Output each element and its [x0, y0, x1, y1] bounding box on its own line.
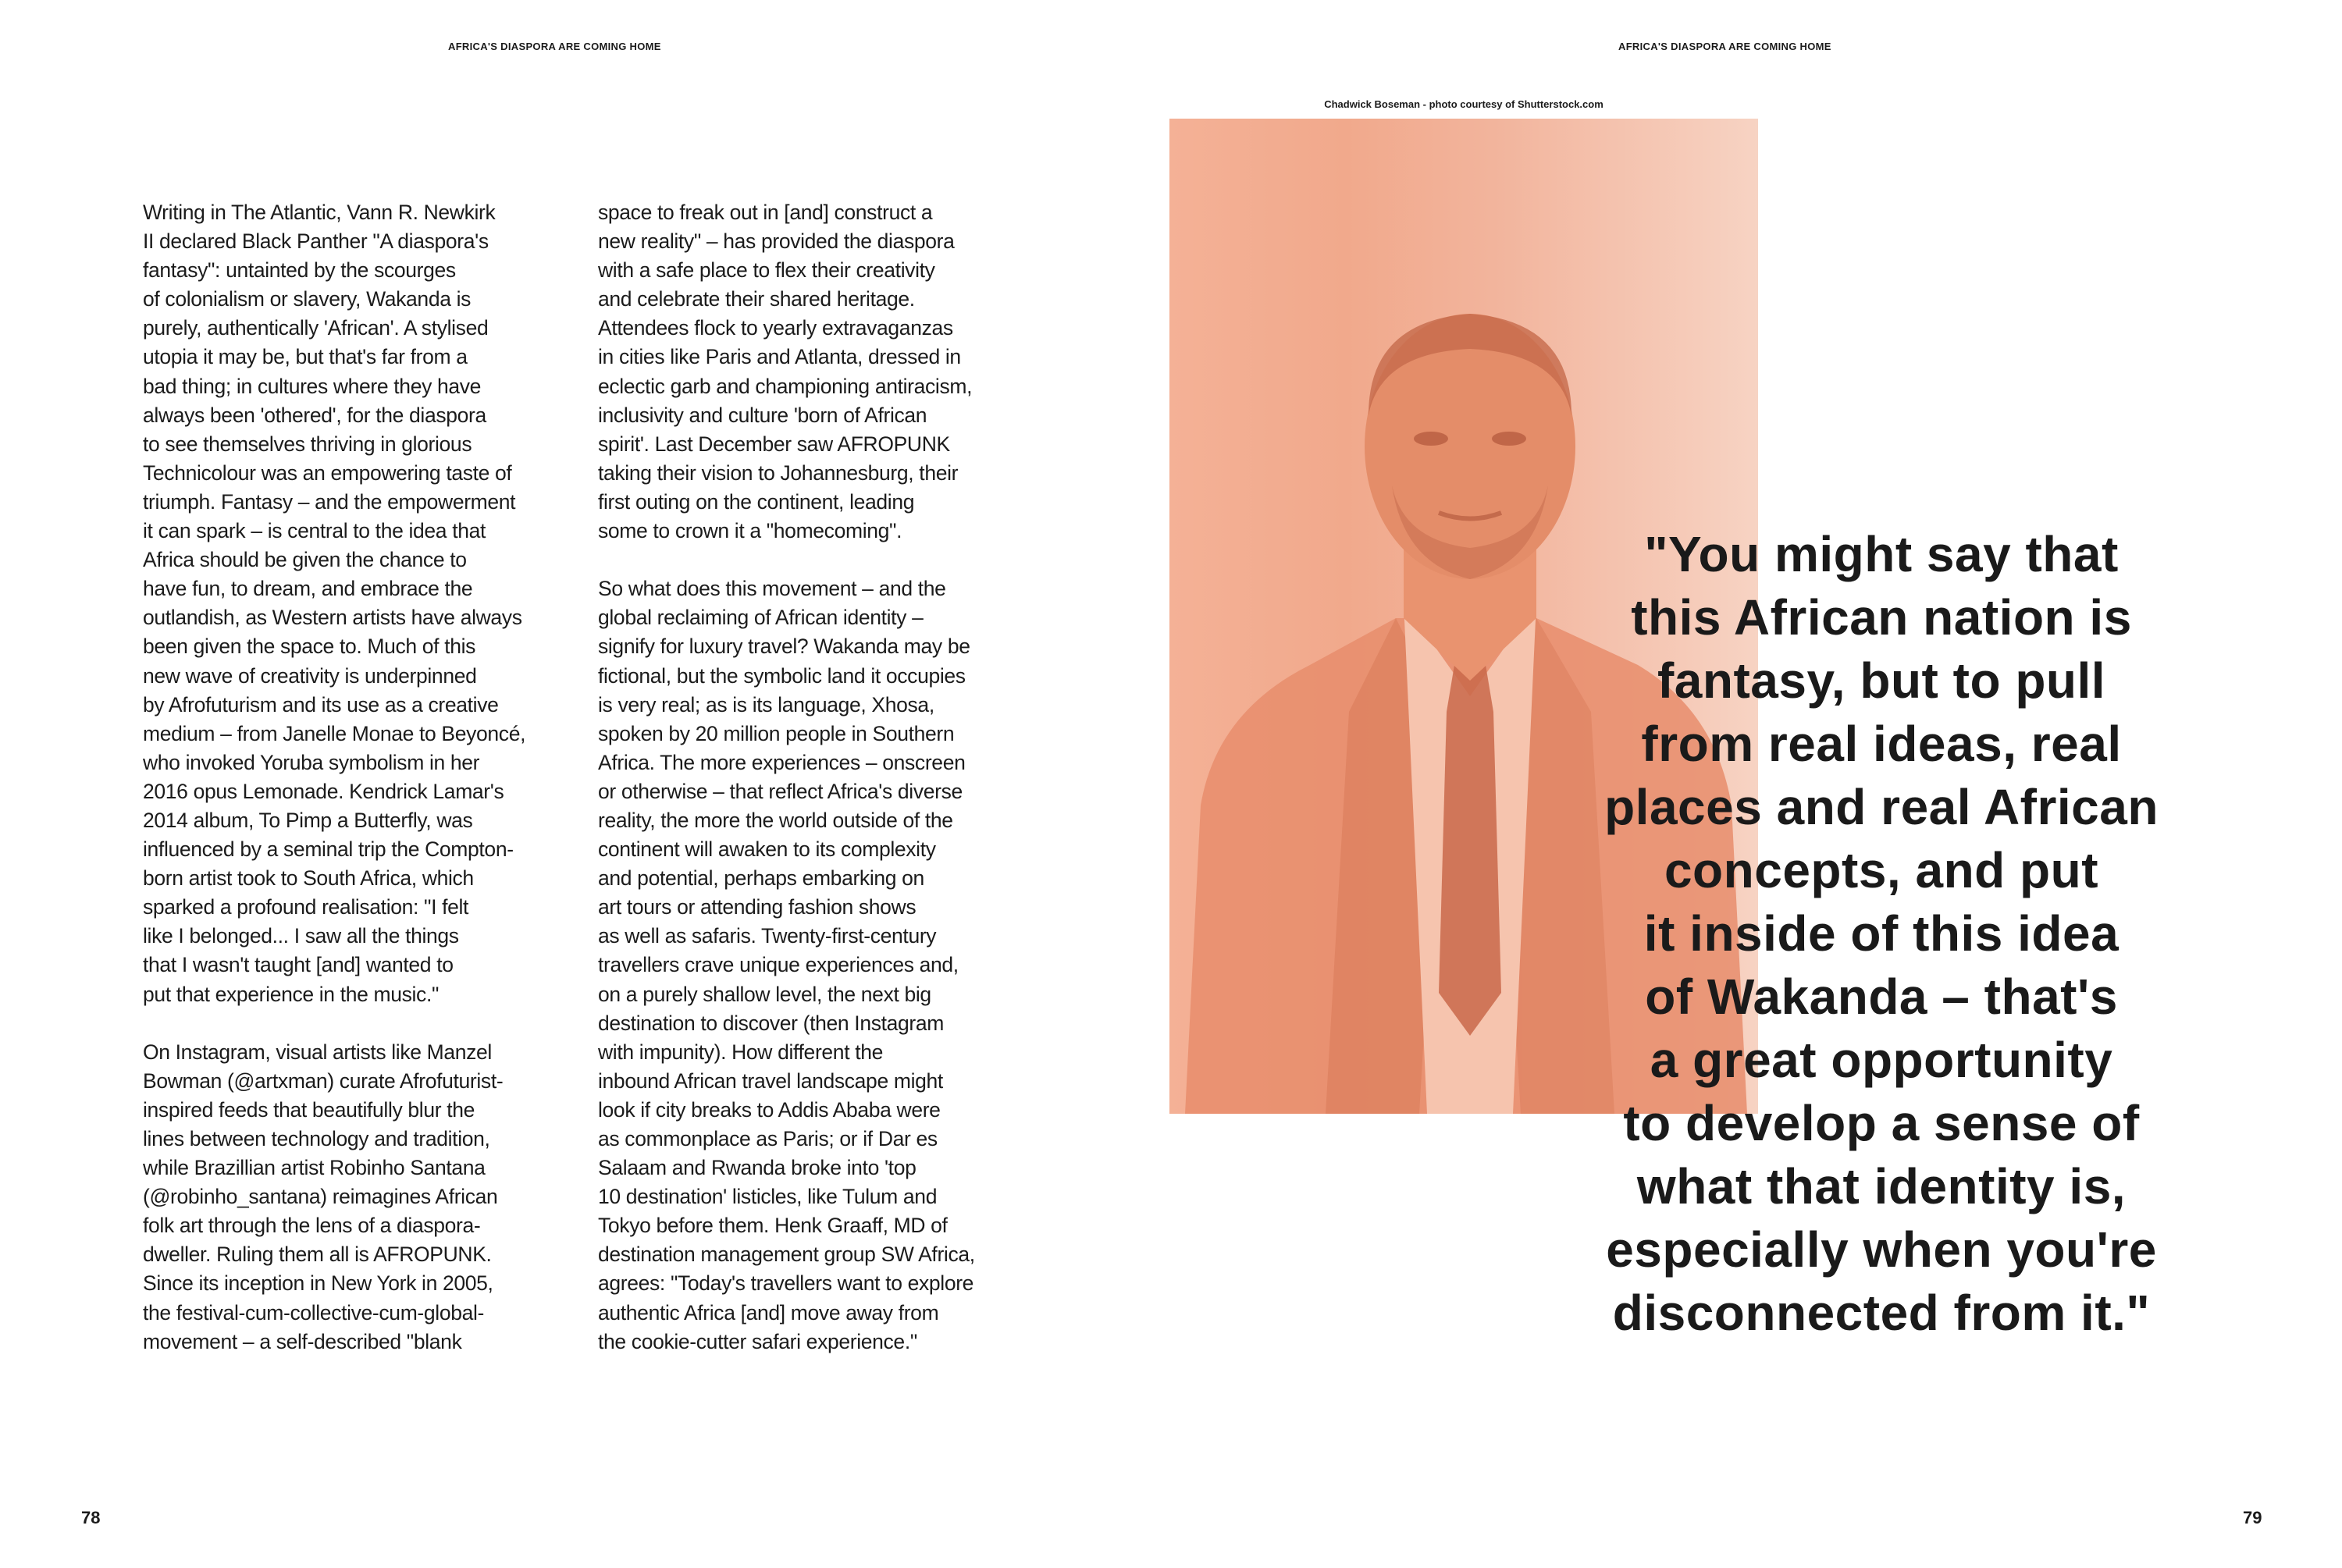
pull-quote [1546, 523, 2217, 1345]
text-line: fantasy": untainted by the scourges [143, 258, 456, 283]
paragraph-gap [143, 1009, 580, 1038]
text-line: dweller. Ruling them all is AFROPUNK. [143, 1243, 492, 1267]
text-line: is very real; as is its language, Xhosa, [598, 692, 934, 716]
text-line: II declared Black Panther "A diaspora's [143, 229, 489, 254]
text-line: agrees: "Today's travellers want to explore [598, 1271, 974, 1296]
pull-quote-line: disconnected from it." [1612, 1285, 2151, 1341]
text-line: taking their vision to Johannesburg, their [598, 460, 959, 485]
text-line: destination management group SW Africa, [598, 1243, 975, 1267]
paragraph-gap [598, 546, 1035, 574]
pull-quote-line: this African nation is [1631, 589, 2132, 645]
text-line: spoken by 20 million people in Southern [598, 721, 955, 745]
pull-quote-line: it inside of this idea [1643, 905, 2120, 962]
text-line: Africa. The more experiences – onscreen [598, 750, 966, 774]
text-line: like I belonged... I saw all the things [143, 924, 459, 948]
text-line: or otherwise – that reflect Africa's diverse [598, 779, 963, 803]
pull-quote-line: of Wakanda – that's [1645, 969, 2118, 1025]
text-line: inbound African travel landscape might [598, 1068, 943, 1093]
pull-quote-line: places and real African [1604, 779, 2159, 835]
pull-quote-line: from real ideas, real [1641, 716, 2122, 772]
text-line: fictional, but the symbolic land it occupies [598, 663, 966, 688]
text-line: triumph. Fantasy – and the empowerment [143, 489, 516, 514]
text-line: inclusivity and culture 'born of African [598, 403, 927, 427]
text-line: spirit'. Last December saw AFROPUNK [598, 432, 950, 456]
page-number-left: 78 [81, 1508, 101, 1527]
text-line: purely, authentically 'African'. A stylised [143, 316, 489, 340]
text-line: look if city breaks to Addis Ababa were [598, 1097, 941, 1122]
text-line: with impunity). How different the [598, 1040, 884, 1064]
text-line: movement – a self-described "blank [143, 1329, 462, 1353]
text-line: continent will awaken to its complexity [598, 837, 936, 862]
text-line: put that experience in the music." [143, 982, 440, 1006]
text-line: Writing in The Atlantic, Vann R. Newkirk [143, 201, 496, 224]
text-line: Attendees flock to yearly extravaganzas [598, 316, 953, 340]
running-head-left: AFRICA'S DIASPORA ARE COMING HOME [448, 41, 661, 52]
text-line: sparked a profound realisation: "I felt [143, 895, 469, 919]
article-column-2 [598, 198, 1035, 1356]
text-line: some to crown it a "homecoming". [598, 519, 902, 543]
text-line: So what does this movement – and the [598, 577, 946, 601]
text-line: signify for luxury travel? Wakanda may be [598, 635, 970, 659]
text-line: in cities like Paris and Atlanta, dressed in [598, 345, 961, 369]
text-line: 2016 opus Lemonade. Kendrick Lamar's [143, 779, 504, 803]
text-line: the festival-cum-collective-cum-global- [143, 1300, 484, 1324]
text-line: inspired feeds that beautifully blur the [143, 1097, 475, 1122]
text-line: utopia it may be, but that's far from a [143, 345, 468, 369]
pull-quote-line: especially when you're [1606, 1221, 2157, 1278]
running-head-right: AFRICA'S DIASPORA ARE COMING HOME [1618, 41, 1831, 52]
pull-quote-line: "You might say that [1644, 526, 2119, 582]
text-line: Since its inception in New York in 2005, [143, 1271, 493, 1296]
text-line: bad thing; in cultures where they have [143, 374, 482, 398]
text-line: art tours or attending fashion shows [598, 895, 917, 919]
text-line: Salaam and Rwanda broke into 'top [598, 1156, 917, 1180]
text-line: to see themselves thriving in glorious [143, 432, 472, 456]
text-line: first outing on the continent, leading [598, 489, 915, 514]
text-line: medium – from Janelle Monae to Beyoncé, [143, 721, 526, 745]
article-column-1 [143, 198, 580, 1356]
text-line: always been 'othered', for the diaspora [143, 403, 486, 427]
text-line: influenced by a seminal trip the Compton- [143, 837, 514, 862]
pull-quote-line: to develop a sense of [1623, 1095, 2140, 1151]
text-line: Tokyo before them. Henk Graaff, MD of [598, 1214, 948, 1238]
text-line: folk art through the lens of a diaspora- [143, 1214, 481, 1238]
text-line: space to freak out in [and] construct a [598, 201, 933, 224]
text-line: it can spark – is central to the idea that [143, 519, 486, 543]
text-line: 2014 album, To Pimp a Butterfly, was [143, 808, 473, 832]
page-number-right: 79 [2243, 1508, 2262, 1527]
text-line: authentic Africa [and] move away from [598, 1300, 939, 1324]
text-line: travellers crave unique experiences and, [598, 953, 959, 977]
text-line: and celebrate their shared heritage. [598, 287, 915, 311]
pull-quote-line: fantasy, but to pull [1657, 652, 2106, 709]
text-line: who invoked Yoruba symbolism in her [143, 750, 480, 774]
text-line: and potential, perhaps embarking on [598, 866, 924, 891]
text-line: lines between technology and tradition, [143, 1127, 490, 1150]
pull-quote-line: concepts, and put [1664, 842, 2099, 898]
text-line: outlandish, as Western artists have always [143, 606, 522, 630]
text-line: the cookie-cutter safari experience." [598, 1329, 917, 1353]
text-line: (@robinho_santana) reimagines African [143, 1185, 498, 1209]
text-line: of colonialism or slavery, Wakanda is [143, 287, 472, 311]
text-line: 10 destination' listicles, like Tulum and [598, 1185, 938, 1209]
text-line: Africa should be given the chance to [143, 548, 467, 572]
text-line: Bowman (@artxman) curate Afrofuturist- [143, 1068, 504, 1093]
text-line: born artist took to South Africa, which [143, 866, 474, 891]
text-line: on a purely shallow level, the next big [598, 982, 931, 1006]
text-line: as commonplace as Paris; or if Dar es [598, 1127, 938, 1150]
text-line: new wave of creativity is underpinned [143, 663, 477, 688]
text-line: Technicolour was an empowering taste of [143, 460, 512, 485]
text-line: while Brazillian artist Robinho Santana [143, 1156, 486, 1180]
text-line: destination to discover (then Instagram [598, 1011, 944, 1035]
text-line: reality, the more the world outside of the [598, 808, 953, 832]
text-line: On Instagram, visual artists like Manzel [143, 1040, 492, 1064]
text-line: by Afrofuturism and its use as a creative [143, 692, 499, 716]
text-line: new reality" – has provided the diaspora [598, 229, 955, 254]
text-line: been given the space to. Much of this [143, 635, 476, 659]
pull-quote-line: what that identity is, [1636, 1158, 2127, 1214]
pull-quote-line: a great opportunity [1650, 1032, 2113, 1088]
text-line: eclectic garb and championing antiracism, [598, 374, 973, 398]
text-line: that I wasn't taught [and] wanted to [143, 953, 454, 977]
text-line: have fun, to dream, and embrace the [143, 577, 473, 601]
text-line: as well as safaris. Twenty-first-century [598, 924, 937, 948]
text-line: global reclaiming of African identity – [598, 606, 924, 630]
text-line: with a safe place to flex their creativity [598, 258, 935, 283]
photo-caption: Chadwick Boseman - photo courtesy of Shutterstock.com [1324, 98, 1603, 110]
